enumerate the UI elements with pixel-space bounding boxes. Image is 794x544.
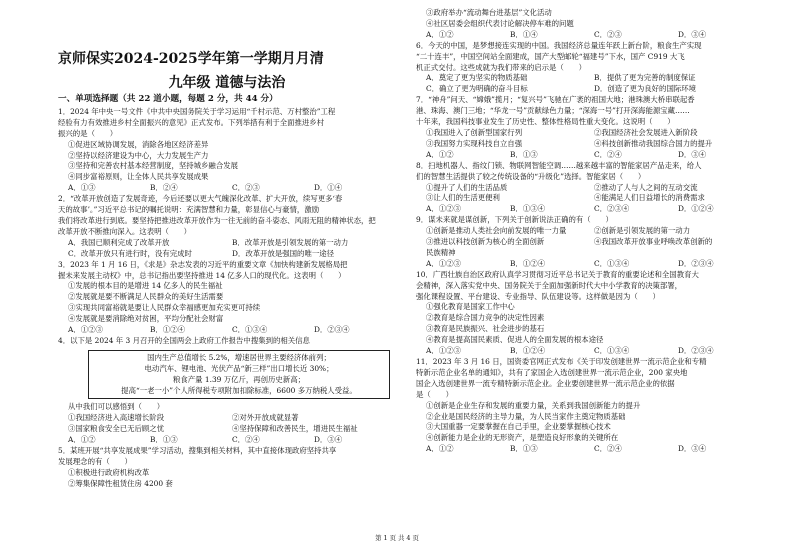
q11-line: 11．2023 年 3 月 16 日，国资委官网正式发布《关于印发创建世界一流示范企业和专精 [416, 357, 707, 366]
q5-option: ③政府举办“流动舞台进基层”文化活动 [426, 8, 552, 17]
q4-answers [58, 435, 396, 446]
q5-answer-a[interactable]: A．①② [426, 29, 454, 39]
q4-options-row [58, 424, 396, 435]
q8-options-row [416, 193, 762, 204]
q6-line: 6．今天的中国，是梦想接连实现的中国。我国经济总量连年跃上新台阶，粮食生产实现 [416, 40, 702, 50]
q1-answer-a[interactable]: A．①③ [68, 183, 96, 193]
q6-answer-d[interactable]: D．创造了更为良好的国际环境 [594, 84, 697, 94]
q8-answers [416, 204, 762, 215]
q11-answer-a[interactable]: A．①② [426, 444, 454, 454]
q8-line: 们的智慧生活提供了较之传统设备的“升级化”选择。智能家居（ ） [416, 171, 646, 181]
q4-answer-c[interactable]: C．②④ [232, 435, 260, 445]
q3-answer-c[interactable]: C．①③④ [232, 325, 268, 335]
q11-option: ④创新能力是企业的无形资产，是塑造良好形象的关键所在 [426, 433, 619, 443]
q2-line: 天的故事’。”习近平总书记的嘱托说明：充满智慧和力量，彰显信心与豪情，激励 [58, 205, 320, 215]
q8-option: ①提升了人们的生活品质 [426, 182, 508, 192]
q8-answer-b[interactable]: B．①③④ [510, 204, 545, 214]
q10-answer-c[interactable]: C．①③④ [594, 346, 630, 356]
q1-answers [58, 183, 396, 194]
q9-option: ③推进以科技创新为核心的全面创新 [426, 237, 545, 247]
q11-option: ①创新是企业生存和发展的重要力量，关系到我国创新能力的提升 [426, 400, 641, 410]
q8-option: ②推动了人与人之间的互动交流 [594, 182, 698, 192]
question-5 [58, 446, 396, 490]
q9-answer-a[interactable]: A．①②③ [426, 258, 461, 268]
q2-line: 改革开放不断推向深入。这表明（ ） [58, 226, 192, 236]
left-column [58, 50, 396, 490]
q1-answer-c[interactable]: C．②③ [232, 183, 260, 193]
q11-option: ③大国重器一定要掌握在自己手里，企业要掌握核心技术 [426, 422, 611, 432]
q9-answers [416, 259, 762, 270]
q4-line: 从中我们可以感悟到（ ） [68, 402, 165, 412]
q2-answer-a[interactable]: A．我国已顺利完成了改革开放 [68, 237, 170, 247]
q5-line: 5．某班开展“共享发展成果”学习活动，搜集到相关材料，其中直接体现政府坚持共享 [58, 446, 337, 456]
q10-option: ④教育是提高国民素质、促进人的全面发展的根本途径 [426, 335, 604, 345]
q7-line: 7．“神舟”问天、“嫦娥”揽月；“复兴号”飞驰在广袤的祖国大地；港珠澳大桥串联起香 [416, 95, 695, 105]
question-9 [416, 215, 762, 270]
q4-option: ④坚持保障和改善民生，增进民生福祉 [232, 424, 358, 434]
q6-answer-a[interactable]: A．奠定了更为坚实的物质基础 [426, 73, 528, 83]
q1-option: ①促进区域协调发展，消除各地区经济差异 [68, 139, 209, 149]
q7-line: 港、珠海、澳门三地；“华龙一号”贡献绿色力量；“深海一号”打开深海能源宝藏…… [416, 106, 690, 116]
q1-line: 振兴的是（ ） [58, 128, 118, 138]
q10-answer-d[interactable]: D．②③④ [678, 346, 714, 356]
section-heading: 一、单项选择题（共 22 道小题，每题 2 分，共 44 分） [58, 94, 278, 104]
question-6 [416, 41, 762, 96]
q8-options-row [416, 183, 762, 194]
q9-option-continued: 民族精神 [426, 247, 456, 257]
q11-answers [416, 444, 762, 455]
q4-line: 4．以下是 2024 年 3 月召开的全国两会上政府工作报告中搜集到的相关信息 [58, 335, 310, 345]
q5-option: ④社区居委会组织代表讨论解决停车难的问题 [426, 18, 574, 28]
q9-option: ②创新是引领发展的第一动力 [594, 226, 691, 236]
q2-line: 2．“改革开放创造了发展奇迹，今后还要以更大气魄深化改革、扩大开放，续写更多‘春 [58, 194, 343, 204]
q11-option: ②企业是国民经济的主导力量，为人民当家作主奠定物质基础 [426, 411, 626, 421]
q6-answer-c[interactable]: C．确立了更为明确的奋斗目标 [426, 84, 528, 94]
q10-option: ③教育是民族振兴、社会进步的基石 [426, 324, 545, 334]
q2-answer-b[interactable]: B．改革开放是引领发展的第一动力 [232, 237, 349, 247]
q11-line: 特新示范企业名单的通知》，共有了家国企入选创建世界一流示范企业，200 家央地 [416, 367, 688, 377]
question-7 [416, 95, 762, 160]
q4-option: ②对外开放成就显著 [232, 413, 299, 423]
q7-answers [416, 150, 762, 161]
q11-answer-c[interactable]: C．②④ [594, 444, 622, 454]
q7-option: ③我国努力实现科技自立自强 [426, 138, 523, 148]
q3-option: ①发展的根本目的是增进 14 亿多人的民生福祉 [68, 281, 223, 291]
q9-answer-c[interactable]: C．①③④ [594, 258, 630, 268]
q7-option: ②我国经济社会发展进入新阶段 [594, 127, 698, 137]
q3-line: 握未来发展主动权》中，总书记指出要坚持推进 14 亿多人口的现代化。这表明（ ） [58, 270, 346, 280]
q2-answer-d[interactable]: D．改革开放是强国的唯一途径 [232, 248, 335, 258]
question-4 [58, 336, 396, 446]
q8-answer-a[interactable]: A．①②③ [426, 204, 461, 214]
q9-option: ④我国改革开放事业呼唤改革创新的 [594, 237, 713, 247]
q6-line: “二十连丰”，中国空间站全面建成，国产大型邮轮“福建号”下水，国产 C919 大飞 [416, 51, 685, 61]
q8-option: ④能满足人们日益增长的消费需求 [594, 193, 705, 203]
q4-options-row [58, 413, 396, 424]
q3-option: ④发展就是要消除绝对贫困，平均分配社会财富 [68, 314, 224, 324]
q10-option: ①强化教育是国家工作中心 [426, 302, 515, 312]
q9-answer-d[interactable]: D．②③④ [678, 258, 714, 268]
q10-line: 会精神，深入落实党中央、国务院关于全面加强新时代大中小学教育的决策部署， [416, 280, 683, 290]
q7-option: ④科技创新推动我国综合国力的提升 [594, 138, 713, 148]
q10-answer-b[interactable]: B．①②④ [510, 346, 545, 356]
q7-options-row [416, 128, 762, 139]
q8-option: ③让人们的生活更便利 [426, 193, 500, 203]
q11-answer-d[interactable]: D．③④ [678, 444, 707, 454]
q4-answer-a[interactable]: A．①② [68, 435, 96, 445]
q7-answer-a[interactable]: A．①② [426, 149, 454, 159]
q5-line: 发展理念的有（ ） [58, 457, 132, 466]
q9-option: ①创新是推动人类社会向前发展的唯一力量 [426, 226, 567, 236]
q6-answers-row [416, 73, 762, 84]
q1-option: ②坚持以经济建设为中心，大力发展生产力 [68, 150, 209, 160]
info-box-line: 粮食产量 1.39 万亿斤，再创历史新高； [172, 374, 305, 384]
q10-line: 强化课程设置、平台建设、专业指导、队伍建设等。这样做是因为（ ） [416, 291, 660, 301]
q1-option: ③坚持和完善农村基本经营制度，坚持城乡融合发展 [68, 161, 238, 171]
question-11 [416, 357, 762, 455]
q10-answer-a[interactable]: A．①②③ [426, 346, 461, 356]
q11-line: 是（ ） [416, 389, 453, 399]
q3-answers [58, 325, 396, 336]
page-footer: 第 1 页 共 4 页 [375, 534, 419, 542]
q7-options-row [416, 139, 762, 150]
info-box-line: 电动汽车、锂电池、光伏产品“新三样”出口增长近 30%； [144, 363, 334, 373]
q2-line: 我们将改革进行到底。要坚持把推进改革开放作为一往无前的奋斗姿态、风雨无阻的精神状态，把 [58, 215, 376, 225]
q9-options-row [416, 226, 762, 237]
q6-line: 机正式交付。这些成就为我们带来的启示是（ ） [416, 62, 586, 72]
q2-answers-row [58, 249, 396, 260]
question-1 [58, 107, 396, 194]
q3-answer-d[interactable]: D．②③④ [314, 325, 350, 335]
q8-answer-c[interactable]: C．②③④ [594, 204, 630, 214]
q6-answers-row [416, 84, 762, 95]
q4-option: ①我国经济进入高速增长阶段 [68, 413, 165, 423]
q9-options-row [416, 237, 762, 248]
q3-option: ③实现共同富裕就是要让人民群众幸福感更加充实更可持续 [68, 303, 261, 313]
q7-option: ①我国进入了创新型国家行列 [426, 127, 523, 137]
q4-answer-b[interactable]: B．①③ [150, 435, 178, 445]
q5-answer-b[interactable]: B．①④ [510, 29, 538, 39]
q11-answer-b[interactable]: B．①③ [510, 444, 538, 454]
question-3 [58, 260, 396, 336]
info-box-line: 国内生产总值增长 5.2%，增速居世界主要经济体前列； [147, 352, 331, 362]
q1-answer-d[interactable]: D．①④ [314, 183, 343, 193]
q2-answer-c[interactable]: C．改革开放只有进行时，没有完成时 [68, 248, 192, 258]
q5-answers [416, 30, 762, 41]
exam-subtitle: 九年级 道德与法治 [168, 75, 286, 91]
q9-line: 9．谋未来就是谋创新，下列关于创新说法正确的有（ ） [416, 215, 613, 225]
q2-answers-row [58, 238, 396, 249]
q10-answers [416, 346, 762, 357]
q7-line: 十年来，我国科技事业发生了历史性、整体性格局性重大变化。这说明（ ） [416, 117, 675, 127]
q1-answer-b[interactable]: B．②④ [150, 183, 178, 193]
info-box [88, 350, 390, 400]
q11-line: 国企入选创建世界一流专精特新示范企业。企业要创建世界一流示范企业的依据 [416, 378, 675, 388]
q8-answer-d[interactable]: D．①②④ [678, 204, 714, 214]
q1-line: 经验有力有效推进乡村全面振兴的意见》正式发布。下列举措有利于全面推进乡村 [58, 117, 325, 127]
question-8 [416, 161, 762, 216]
q10-line: 10．广西壮族自治区政府认真学习贯彻习近平总书记关于教育的重要论述和全国教育大 [416, 269, 699, 279]
q4-option: ③国家粮食安全已无后顾之忧 [68, 424, 165, 434]
q4-answer-d[interactable]: D．③④ [314, 435, 343, 445]
q7-answer-d[interactable]: D．③④ [678, 149, 707, 159]
question-10 [416, 270, 762, 357]
right-column [416, 8, 762, 455]
q3-answer-b[interactable]: B．①②④ [150, 325, 185, 335]
q6-answer-b[interactable]: B．提供了更为完善的制度保证 [594, 73, 696, 83]
q8-line: 8．扫地机器人、指纹门锁、物联网智能空调……越来越丰富的智能家居产品走来，给人 [416, 160, 702, 170]
exam-title: 京师保实2024-2025学年第一学期月月清 [58, 51, 324, 67]
q3-answer-a[interactable]: A．①②③ [68, 325, 103, 335]
q5-option: ①积极进行政府机构改革 [68, 467, 150, 477]
q5-answer-c[interactable]: C．②③ [594, 29, 622, 39]
q9-answer-b[interactable]: B．①②④ [510, 258, 545, 268]
q10-option: ②教育是综合国力竞争的决定性因素 [426, 313, 545, 323]
q7-answer-c[interactable]: C．②④ [594, 149, 622, 159]
q1-option: ④同步富裕原则，让全体人民共享发展成果 [68, 172, 209, 182]
q7-answer-b[interactable]: B．①③ [510, 149, 538, 159]
q5-answer-d[interactable]: D．③④ [678, 29, 707, 39]
question-2 [58, 194, 396, 259]
q3-line: 3．2023 年 1 月 16 日，《求是》杂志发表的习近平的重要文章《加快构建新发展格局把 [58, 259, 348, 269]
info-box-line: 提高“一老一小”个人所得税专项附加扣除标准，6600 多万纳税人受益。 [121, 385, 357, 395]
q1-line: 1．2024 年中央一号文件《中共中央国务院关于学习运用“千村示范、万村整治”工程 [58, 106, 336, 116]
q3-option: ②发展就是要不断满足人民群众的美好生活需要 [68, 292, 224, 302]
q5-option: ②筹集保障性租赁住房 4200 套 [68, 478, 173, 488]
